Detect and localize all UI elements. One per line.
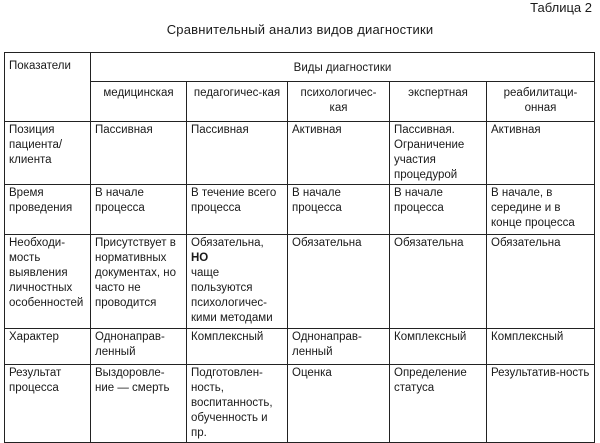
table-number: Таблица 2 — [530, 0, 592, 15]
table-cell: Активная — [487, 122, 595, 185]
table-cell: Выздоровле-ние — смерть — [91, 365, 187, 443]
table-cell: В течение всего процесса — [187, 185, 288, 235]
table-row — [5, 329, 595, 365]
table-cell: Обязательна — [390, 235, 487, 329]
comparison-table — [4, 52, 595, 443]
table-cell: Однонаправ-ленный — [288, 329, 390, 365]
table-cell: Результатив-ность — [487, 365, 595, 443]
header-type-rehabilitation: реабилитаци-онная — [487, 82, 595, 122]
header-row-1 — [5, 53, 595, 82]
table-cell — [187, 235, 288, 329]
table-cell: Пассивная — [91, 122, 187, 185]
table-cell: Комплексный — [390, 329, 487, 365]
table-cell: В начале, в середине и в конце процесса — [487, 185, 595, 235]
table-cell: Присутствует в нормативных документах, но часто не проводится — [91, 235, 187, 329]
table-cell: В начале процесса — [390, 185, 487, 235]
table-row — [5, 365, 595, 443]
table-cell: Активная — [288, 122, 390, 185]
cell-text: Обязательна, — [191, 237, 264, 249]
table-cell: Оценка — [288, 365, 390, 443]
table-row — [5, 235, 595, 329]
row-label: Результат процесса — [5, 365, 91, 443]
row-label: Позиция пациента/ клиента — [5, 122, 91, 185]
row-label: Необходи-мость выявления личностных особенностей — [5, 235, 91, 329]
table-cell: Обязательна — [288, 235, 390, 329]
cell-emphasis: НО — [191, 252, 209, 264]
table-cell: В начале процесса — [91, 185, 187, 235]
header-type-expert: экспертная — [390, 82, 487, 122]
row-label: Характер — [5, 329, 91, 365]
header-type-medical: медицинская — [91, 82, 187, 122]
table-cell: Пассивная — [187, 122, 288, 185]
table-cell: Определение статуса — [390, 365, 487, 443]
table-cell: Подготовлен-ность, воспитанность, обученность и пр. — [187, 365, 288, 443]
header-row-2 — [5, 82, 595, 122]
header-type-psychological: психологичес-кая — [288, 82, 390, 122]
header-type-pedagogical: педагогичес-кая — [187, 82, 288, 122]
table-cell: Обязательна — [487, 235, 595, 329]
row-label: Время проведения — [5, 185, 91, 235]
table-cell: Пассивная. Ограничение участия процедурой — [390, 122, 487, 185]
table-cell: Комплексный — [487, 329, 595, 365]
header-diagnostic-types: Виды диагностики — [91, 53, 595, 82]
table-title: Сравнительный анализ видов диагностики — [166, 22, 434, 37]
header-indicators: Показатели — [5, 53, 91, 122]
table-cell: Однонаправ-ленный — [91, 329, 187, 365]
table-row — [5, 122, 595, 185]
table-cell: В начале процесса — [288, 185, 390, 235]
table-row — [5, 185, 595, 235]
cell-text: чаще пользуются психологичес-кими методами — [191, 267, 273, 324]
table-cell: Комплексный — [187, 329, 288, 365]
